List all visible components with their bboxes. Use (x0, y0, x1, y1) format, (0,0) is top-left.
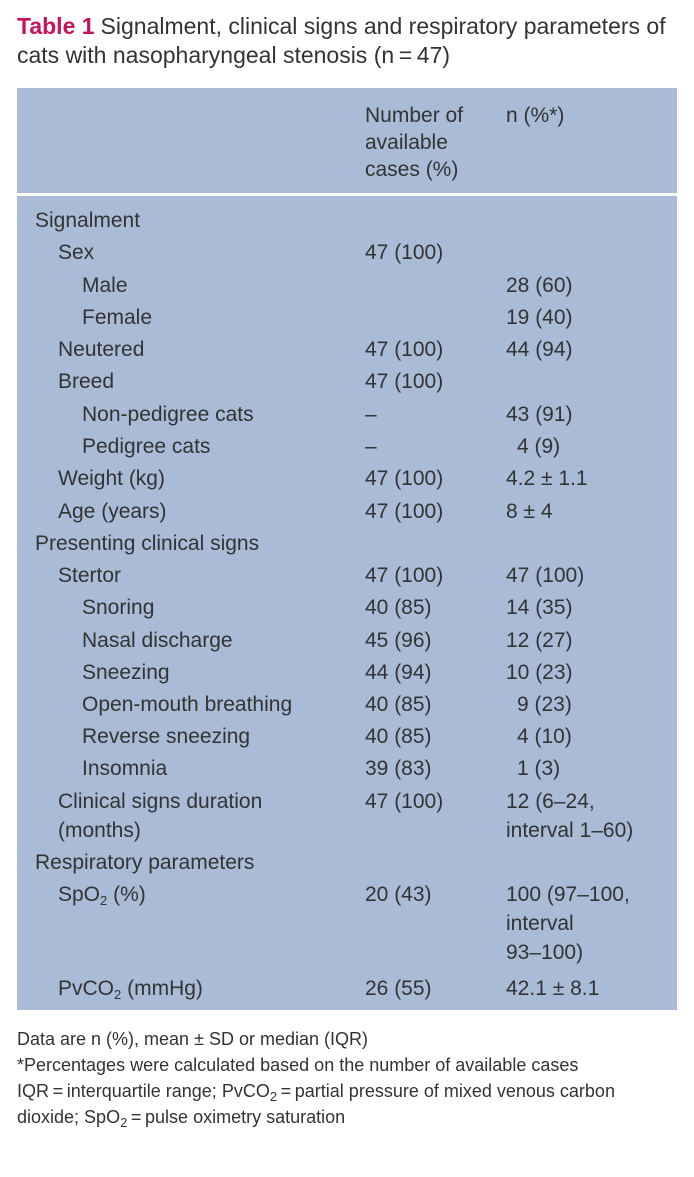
section-respiratory: Respiratory parameters (35, 851, 255, 874)
table-caption: Signalment, clinical signs and respiratory parameters of cats with nasopharyngeal stenosis (n = 47) (17, 13, 666, 68)
row-available: 44 (94) (365, 661, 432, 684)
row-available: 45 (96) (365, 629, 432, 652)
row-label: Non-pedigree cats (82, 403, 254, 426)
row-available: – (365, 403, 377, 426)
row-label: Breed (58, 370, 115, 393)
row-label: Pedigree cats (82, 435, 211, 458)
row-label: Clinical signs duration (58, 790, 263, 813)
data-table (17, 88, 677, 1010)
row-label: Sneezing (82, 661, 170, 684)
row-value: 100 (97–100, (506, 883, 630, 906)
row-value: 10 (23) (506, 661, 573, 684)
table-footnotes (17, 1026, 677, 1130)
row-value: 14 (35) (506, 596, 573, 619)
footnote-abbreviations: IQR = interquartile range; PvCO$_2$ = partial pressure of mixed venous carbon dioxide; SpO$_2$ = pulse oximetry saturation (17, 1081, 615, 1130)
row-value-cont: 93–100) (506, 941, 584, 964)
row-label-spo2: SpO$_2$ (%) (58, 883, 146, 908)
row-available: 47 (100) (365, 790, 444, 813)
row-available: 40 (85) (365, 725, 432, 748)
header-n-percent: n (%*) (506, 104, 565, 127)
row-label: Weight (kg) (58, 467, 165, 490)
table-number: Table 1 (17, 13, 95, 39)
row-label: Male (82, 274, 128, 297)
row-label: Insomnia (82, 757, 168, 780)
row-available: 47 (100) (365, 241, 444, 264)
table-title (17, 12, 677, 70)
row-label: Snoring (82, 596, 155, 619)
row-value: 9 (23) (517, 693, 572, 716)
row-label: Open-mouth breathing (82, 693, 293, 716)
row-label-cont: (months) (58, 819, 141, 842)
row-available: 47 (100) (365, 564, 444, 587)
row-value-cont: interval (506, 912, 574, 935)
row-value: 12 (27) (506, 629, 573, 652)
row-value: 4 (10) (517, 725, 572, 748)
row-value: 12 (6–24, (506, 790, 595, 813)
row-label: Nasal discharge (82, 629, 233, 652)
row-value: 4.2 ± 1.1 (506, 467, 588, 490)
row-available: 26 (55) (365, 977, 432, 1000)
row-value: 42.1 ± 8.1 (506, 977, 600, 1000)
row-label-pvco2: PvCO$_2$ (mmHg) (58, 977, 203, 1002)
row-label: Reverse sneezing (82, 725, 251, 748)
row-label: Age (years) (58, 500, 167, 523)
row-value: 8 ± 4 (506, 500, 553, 523)
row-available: 47 (100) (365, 338, 444, 361)
row-available: 40 (85) (365, 596, 432, 619)
section-clinical-signs: Presenting clinical signs (35, 532, 260, 555)
row-value: 19 (40) (506, 306, 573, 329)
table-body (17, 88, 677, 1010)
row-label: Sex (58, 241, 95, 264)
row-value: 4 (9) (517, 435, 561, 458)
row-value: 44 (94) (506, 338, 573, 361)
row-available: 40 (85) (365, 693, 432, 716)
row-available: 20 (43) (365, 883, 432, 906)
row-available: 39 (83) (365, 757, 432, 780)
footnote-data-format: Data are n (%), mean ± SD or median (IQR) (17, 1029, 368, 1049)
row-value: 47 (100) (506, 564, 585, 587)
header-available-cases: Number of available cases (%) (365, 104, 464, 181)
section-signalment: Signalment (35, 209, 141, 232)
row-value-cont: interval 1–60) (506, 819, 634, 842)
footnote-percentages: *Percentages were calculated based on the number of available cases (17, 1055, 579, 1075)
row-label: Neutered (58, 338, 145, 361)
row-available: – (365, 435, 377, 458)
row-label: Female (82, 306, 153, 329)
row-available: 47 (100) (365, 500, 444, 523)
row-label: Stertor (58, 564, 122, 587)
row-value: 1 (3) (517, 757, 561, 780)
row-available: 47 (100) (365, 467, 444, 490)
row-available: 47 (100) (365, 370, 444, 393)
row-value: 43 (91) (506, 403, 573, 426)
row-value: 28 (60) (506, 274, 573, 297)
